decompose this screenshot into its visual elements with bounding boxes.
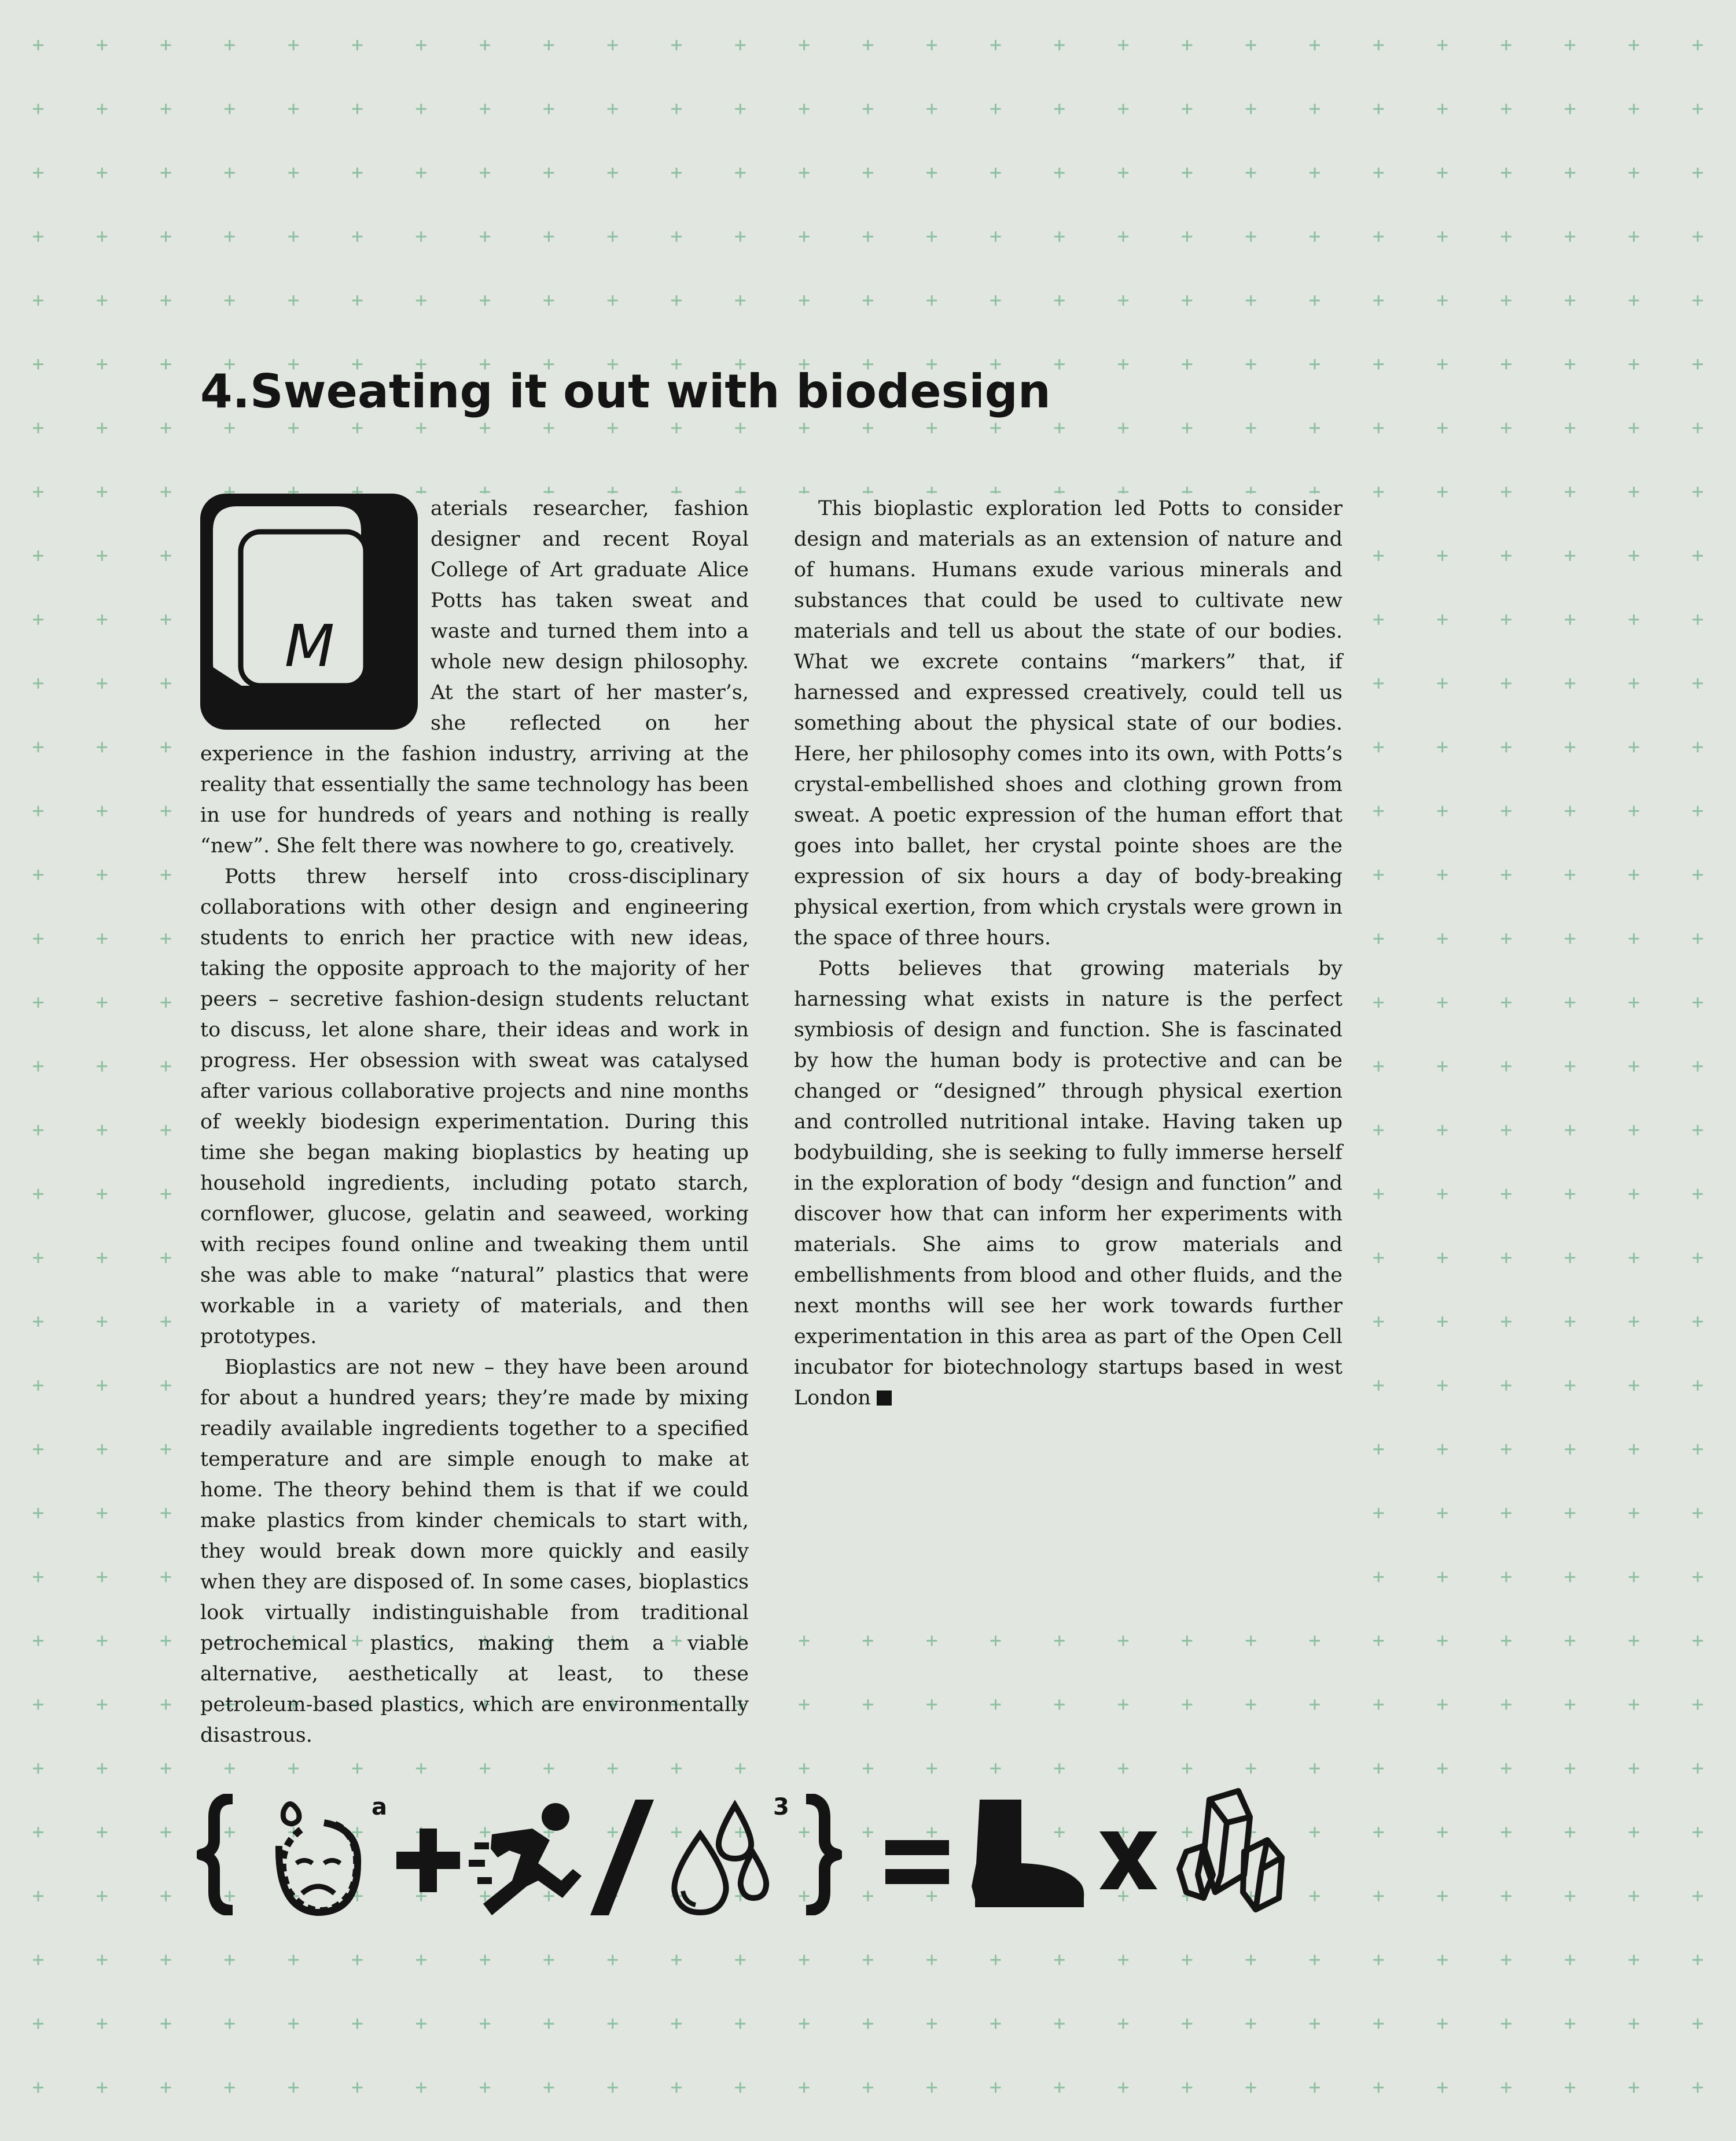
times-icon <box>1099 1831 1157 1889</box>
right-brace-icon <box>801 1794 842 1915</box>
crystals-icon <box>1175 1788 1285 1915</box>
sweating-face-icon <box>266 1794 370 1918</box>
running-person-icon <box>469 1800 584 1915</box>
end-square-icon <box>877 1390 892 1406</box>
dropcap-keycap-icon <box>200 494 418 730</box>
superscript-a: a <box>372 1794 387 1820</box>
text-column-right <box>794 494 1343 1628</box>
paragraph-4: This bioplastic exploration led Potts to consider design and materials as an extension of nature and of humans. Humans exude various minerals and substances that could be used to cultivate new materials and tell us about the state of our bodies. What we excrete contains “markers” that, if harnessed and expressed creatively, could tell us something about the physical state of our bodies. Here, her philosophy comes into its own, with Potts’s crystal-embellished shoes and clothing grown from sweat. A poetic expression of the human effort that goes into ballet, her crystal pointe shoes are the expression of six hours a day of body-breaking physical exertion, from which crystals were grown in the space of three hours. <box>794 497 1343 950</box>
article-title: 4.Sweating it out with biodesign <box>200 365 1051 418</box>
dropcap-letter: M <box>284 612 334 680</box>
paragraph-1: aterials researcher, fashion designer and recent Royal College of Art graduate Alice Potts has taken sweat and waste and turned them into a whole new design philosophy. At the start of her master’s, she reflected on her experience in the fashion industry, arriving at the reality that essentially the same technology has been in use for hundreds of years and nothing is really “new”. She felt there was nowhere to go, creatively. <box>200 497 749 858</box>
slash-icon <box>590 1800 654 1915</box>
paragraph-5-text: Potts believes that growing materials by harnessing what exists in nature is the perfect symbiosis of design and function. She is fascinated by how the human body is protective and can be changed or “designed” through physical exertion and controlled nutritional intake. Having taken up bodybuilding, she is seeking to fully immerse herself in the exploration of body “design and function” and discover how that can inform her experiments with materials. She aims to grow materials and embellishments from blood and other fluids, and the next months will see her work towards further experimentation in this area as part of the Open Cell incubator for biotechnology startups based in west London <box>794 957 1343 1410</box>
paragraph-3: Bioplastics are not new – they have been around for about a hundred years; they’re made by mixing readily available ingredients together to a specified temperature and are simple enough to make at home. The theory behind them is that if we could make plastics from kinder chemicals to start with, they would break down more quickly and easily when they are disposed of. In some cases, bioplastics look virtually indistinguishable from traditional petrochemical plastics, making them a viable alternative, aesthetically at least, to these petroleum-based plastics, which are environmentally disastrous. <box>200 1356 749 1747</box>
paragraph-2: Potts threw herself into cross-disciplinary collaborations with other design and engineering students to enrich her practice with new ideas, taking the opposite approach to the majority of her peers – secretive fashion-design students reluctant to discuss, let alone share, their ideas and work in progress. Her obsession with sweat was catalysed after various collaborative projects and nine months of weekly biodesign experimentation. During this time she began making bioplastics by heating up household ingredients, including potato starch, cornflower, glucose, gelatin and seaweed, working with recipes found online and tweaking them until she was able to make “natural” plastics that were workable in a variety of materials, and then prototypes. <box>200 865 749 1348</box>
text-column-left <box>200 494 749 1747</box>
paragraph-5 <box>794 954 1343 1414</box>
superscript-3: 3 <box>773 1794 789 1820</box>
equals-icon <box>885 1840 949 1886</box>
left-brace-icon <box>197 1794 237 1915</box>
boot-icon <box>963 1800 1085 1910</box>
water-drops-icon <box>660 1794 775 1915</box>
sweat-equation-illustration <box>197 1776 1308 1921</box>
plus-icon <box>396 1829 460 1892</box>
